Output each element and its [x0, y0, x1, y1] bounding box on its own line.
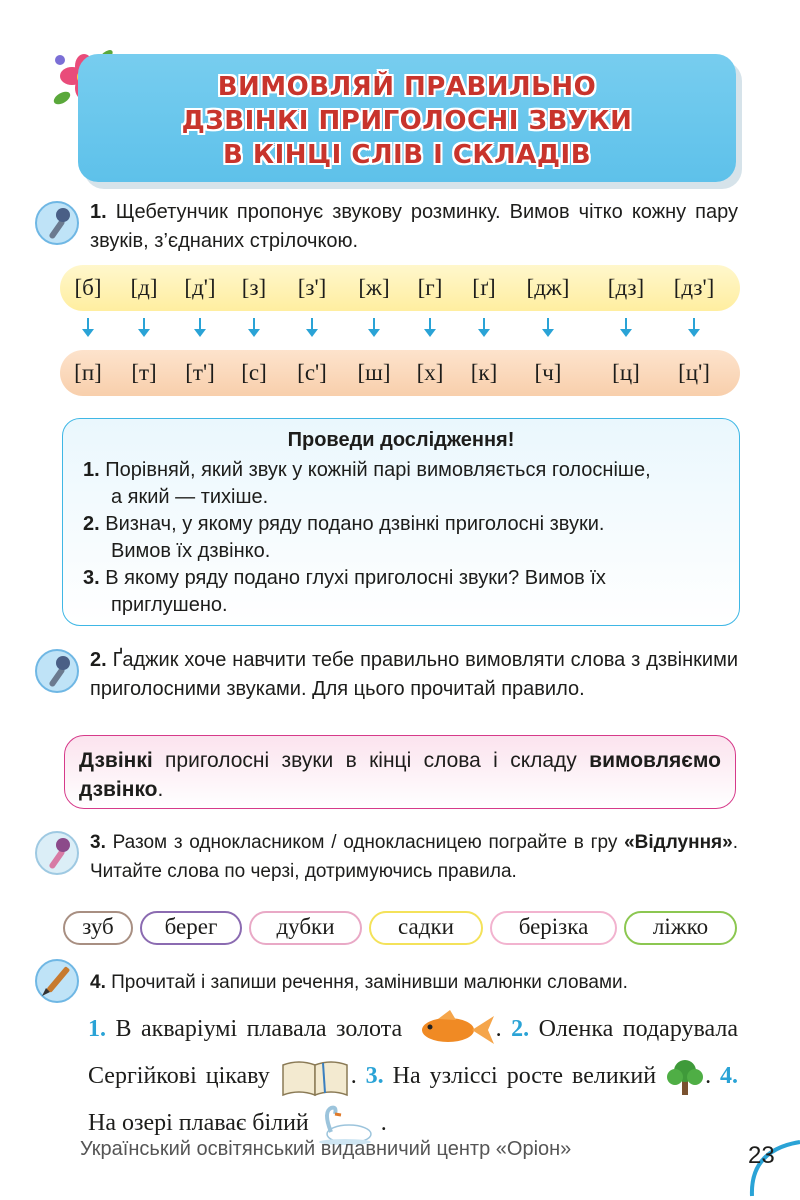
research-item-3 [83, 565, 728, 619]
voiced-sound: [дж] [526, 275, 570, 300]
task-3-body: Разом з однокласником / однокласницею пограйте в гру [112, 832, 618, 853]
task-4-number: 4. [90, 972, 106, 993]
task-1-text [90, 198, 738, 256]
down-arrow-icon [541, 318, 555, 338]
research-item-text-cont: Вимов їх дзвінко. [111, 540, 271, 562]
voiceless-sound: [с] [241, 360, 267, 385]
down-arrow-icon [423, 318, 437, 338]
down-arrow-icon [687, 318, 701, 338]
task-3-game-name: «Відлуння» [624, 832, 733, 853]
pen-icon [34, 958, 80, 1004]
research-item-number: 2. [83, 513, 100, 535]
down-arrow-icon [305, 318, 319, 338]
voiceless-sound: [к] [470, 360, 498, 385]
rule-bold-2: вимовляємо дзвінко [79, 749, 721, 801]
title-banner [78, 54, 736, 182]
word-pill: берізка [490, 911, 617, 945]
rule-end: . [157, 778, 164, 801]
down-arrow-icon [477, 318, 491, 338]
research-box [62, 418, 740, 626]
sentence-number: 1. [88, 1016, 106, 1042]
voiceless-sound: [ш] [357, 360, 391, 385]
word-pill: ліжко [624, 911, 737, 945]
task-3-text [90, 828, 738, 886]
publisher-footer: Український освітянський видавничий центр «Оріон» [80, 1138, 572, 1160]
period: . [495, 1016, 502, 1042]
research-title: Проведи дослідження! [287, 429, 515, 451]
voiceless-sound: [п] [74, 360, 102, 385]
research-item-1 [83, 457, 728, 511]
voiced-sound: [з] [241, 275, 267, 300]
word-pill: садки [369, 911, 483, 945]
title-line-3: В КІНЦІ СЛІВ І СКЛАДІВ [222, 140, 592, 170]
book-picture-icon [279, 1057, 351, 1097]
microphone-pink-icon [34, 830, 80, 876]
voiceless-sound: [ц] [612, 360, 640, 385]
sentence-number: 2. [511, 1016, 530, 1042]
exercise-text [62, 1006, 738, 1147]
voiced-sounds-row [60, 265, 740, 311]
down-arrow-icon [367, 318, 381, 338]
research-item-number: 1. [83, 459, 100, 481]
voiced-sound: [дз] [607, 275, 645, 300]
down-arrow-icon [619, 318, 633, 338]
voiced-sound: [г] [417, 275, 443, 300]
task-3-number: 3. [90, 832, 106, 853]
title-line-1: ВИМОВЛЯЙ ПРАВИЛЬНО [217, 72, 597, 102]
word-pill: зуб [63, 911, 133, 945]
goldfish-picture-icon [412, 1010, 496, 1050]
task-2-body: Ґаджик хоче навчити тебе правильно вимовляти слова з дзвінкими приголосними звуками. Для цього прочитай правило. [90, 649, 738, 700]
sentence-number: 4. [720, 1063, 739, 1089]
oak-tree-picture-icon [665, 1057, 705, 1097]
research-item-text-cont: приглушено. [111, 594, 228, 616]
voiced-sound: [д] [130, 275, 158, 300]
sentence-4: На озері плаває білий [88, 1110, 309, 1136]
period: . [350, 1063, 357, 1089]
voiced-sound: [б] [74, 275, 102, 300]
sentence-2: Оленка подарувала Сергійкові цікаву [88, 1016, 739, 1089]
microphone-icon [34, 648, 80, 694]
voiced-sound: [ж] [358, 275, 390, 300]
sentence-3: На узліссі росте великий [392, 1063, 657, 1089]
task-4-text [90, 968, 750, 997]
task-1-number: 1. [90, 201, 107, 223]
rule-box [64, 735, 736, 809]
sentence-1: В акваріумі плавала золота [115, 1016, 403, 1042]
research-item-text-cont: а який — тихіше. [111, 486, 269, 508]
word-pill: дубки [249, 911, 362, 945]
page-number: 23 [748, 1142, 775, 1169]
research-item-text: В якому ряду подано глухі приголосні звуки? Вимов їх [105, 567, 606, 589]
task-2-text [90, 646, 738, 704]
down-arrow-icon [81, 318, 95, 338]
word-pill: берег [140, 911, 242, 945]
title-line-2: ДЗВІНКІ ПРИГОЛОСНІ ЗВУКИ [181, 106, 633, 136]
period: . [380, 1110, 387, 1136]
voiceless-sound: [ч] [534, 360, 562, 385]
microphone-icon [34, 200, 80, 246]
voiced-sound: [з'] [297, 275, 327, 300]
period: . [705, 1063, 712, 1089]
down-arrow-icon [137, 318, 151, 338]
rule-bold-1: Дзвінкі [79, 749, 153, 772]
arrows-row [60, 318, 740, 344]
voiceless-sound: [ц'] [678, 360, 710, 385]
task-2-number: 2. [90, 649, 107, 671]
research-item-number: 3. [83, 567, 100, 589]
voiceless-sounds-row [60, 350, 740, 396]
research-item-text: Визнач, у якому ряду подано дзвінкі приголосні звуки. [105, 513, 605, 535]
task-4-body: Прочитай і запиши речення, замінивши малюнки словами. [111, 972, 628, 993]
research-item-2 [83, 511, 728, 565]
sentence-number: 3. [365, 1063, 384, 1089]
rule-text: приголосні звуки в кінці слова і складу [165, 749, 577, 772]
exercise-line [62, 1006, 738, 1147]
voiceless-sound: [х] [416, 360, 444, 385]
voiceless-sound: [т'] [185, 360, 215, 385]
research-item-text: Порівняй, який звук у кожній парі вимовляється голосніше, [105, 459, 651, 481]
voiceless-sound: [с'] [297, 360, 327, 385]
down-arrow-icon [247, 318, 261, 338]
down-arrow-icon [193, 318, 207, 338]
task-3-body-cont: . Читайте слова по черзі, дотримуючись правила. [90, 832, 738, 882]
voiced-sound: [д'] [184, 275, 216, 300]
voiceless-sound: [т] [131, 360, 157, 385]
voiced-sound: [ґ] [472, 275, 496, 300]
task-1-body: Щебетунчик пропонує звукову розминку. Вимов чітко кожну пару звуків, з’єднаних стрілочкою. [90, 201, 739, 252]
voiced-sound: [дз'] [673, 275, 715, 300]
